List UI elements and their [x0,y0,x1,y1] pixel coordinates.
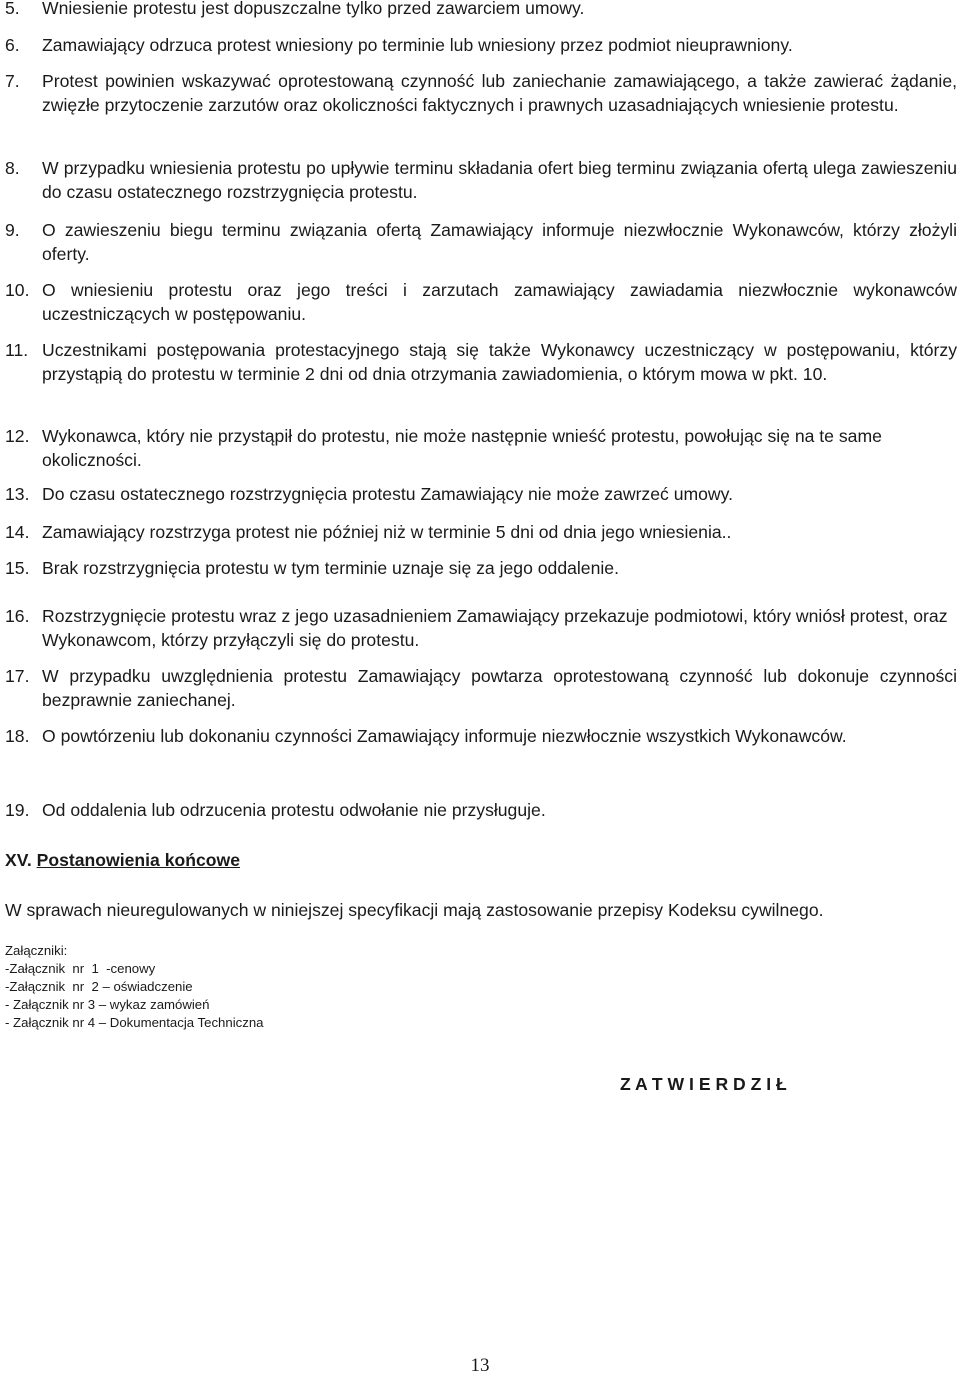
item-number: 17. [5,666,30,686]
list-item [5,556,957,580]
attachments-block [5,942,264,1032]
item-text: Zamawiający odrzuca protest wniesiony po terminie lub wniesiony przez podmiot nieuprawniony. [42,35,793,55]
item-number: 14. [5,522,30,542]
item-number: 19. [5,800,30,820]
item-text: Rozstrzygnięcie protestu wraz z jego uzasadnieniem Zamawiający przekazuje podmiotowi, który wniósł protest, oraz Wykonawcom, którzy przyłączyli się do protestu. [42,606,948,650]
item-number: 11. [5,340,29,360]
list-item [5,520,957,544]
item-number: 8. [5,158,20,178]
item-text: Do czasu ostatecznego rozstrzygnięcia protestu Zamawiający nie może zawrzeć umowy. [42,484,734,504]
item-number: 18. [5,726,30,746]
item-number: 5. [5,0,20,18]
list-item [5,156,957,204]
item-number: 7. [5,71,20,91]
item-text: Wykonawca, który nie przystąpił do protestu, nie może następnie wnieść protestu, powołując się na te same okoliczności. [42,426,882,470]
list-item [5,604,957,652]
item-text: Brak rozstrzygnięcia protestu w tym terminie uznaje się za jego oddalenie. [42,558,619,578]
list-item [5,218,957,266]
section-number: XV. [5,850,32,870]
list-item [5,424,957,472]
item-number: 12. [5,426,30,446]
page-number: 13 [470,1355,490,1376]
section-title: Postanowienia końcowe [36,850,240,870]
item-number: 16. [5,606,30,626]
item-text: Protest powinien wskazywać oprotestowaną czynność lub zaniechanie zamawiającego, a także zawierać żądanie, zwięzłe przytoczenie zarzutów oraz okoliczności faktycznych i prawnych uzasadniających wniesienie protestu. [42,71,957,115]
item-number: 6. [5,35,20,55]
attachment-item: - Załącznik nr 3 – wykaz zamówień [5,997,210,1012]
list-item [5,0,957,20]
item-number: 10. [5,280,30,300]
list-item [5,338,957,386]
item-text: Zamawiający rozstrzyga protest nie później niż w terminie 5 dni od dnia jego wniesienia.. [42,522,732,542]
list-item [5,278,957,326]
list-item [5,69,957,117]
list-item [5,724,957,748]
item-text: W przypadku uwzględnienia protestu Zamawiający powtarza oprotestowaną czynność lub dokonuje czynności bezprawnie zaniechanej. [42,666,957,710]
item-text: W przypadku wniesienia protestu po upływie terminu składania ofert bieg terminu związania ofertą ulega zawieszeniu do czasu ostatecznego rozstrzygnięcia protestu. [42,158,957,202]
attachment-item: -Załącznik nr 2 – oświadczenie [5,979,193,994]
item-number: 9. [5,220,20,240]
item-number: 15. [5,558,30,578]
attachments-heading: Załączniki: [5,943,68,958]
list-item [5,664,957,712]
item-text: Uczestnikami postępowania protestacyjnego stają się także Wykonawcy uczestniczący w postępowaniu, którzy przystąpią do protestu w terminie 2 dni od dnia otrzymania zawiadomienia, o którym mowa w pkt. 10. [42,340,957,384]
list-item [5,798,957,822]
item-text: Wniesienie protestu jest dopuszczalne tylko przed zawarciem umowy. [42,0,585,18]
section-body: W sprawach nieuregulowanych w niniejszej specyfikacji mają zastosowanie przepisy Kodeksu cywilnego. [5,900,824,920]
item-text: O wniesieniu protestu oraz jego treści i zarzutach zamawiający zawiadamia niezwłocznie wykonawców uczestniczących w postępowaniu. [42,280,957,324]
item-text: Od oddalenia lub odrzucenia protestu odwołanie nie przysługuje. [42,800,546,820]
attachment-item: - Załącznik nr 4 – Dokumentacja Techniczna [5,1015,264,1030]
item-text: O powtórzeniu lub dokonaniu czynności Zamawiający informuje niezwłocznie wszystkich Wykonawców. [42,726,847,746]
item-text: O zawieszeniu biegu terminu związania ofertą Zamawiający informuje niezwłocznie Wykonawców, którzy złożyli oferty. [42,220,957,264]
attachment-item: -Załącznik nr 1 -cenowy [5,961,156,976]
approval-label: Z A T W I E R D Z I Ł [620,1074,787,1094]
list-item [5,33,957,57]
item-number: 13. [5,484,30,504]
section-heading [5,848,240,872]
list-item [5,482,957,506]
